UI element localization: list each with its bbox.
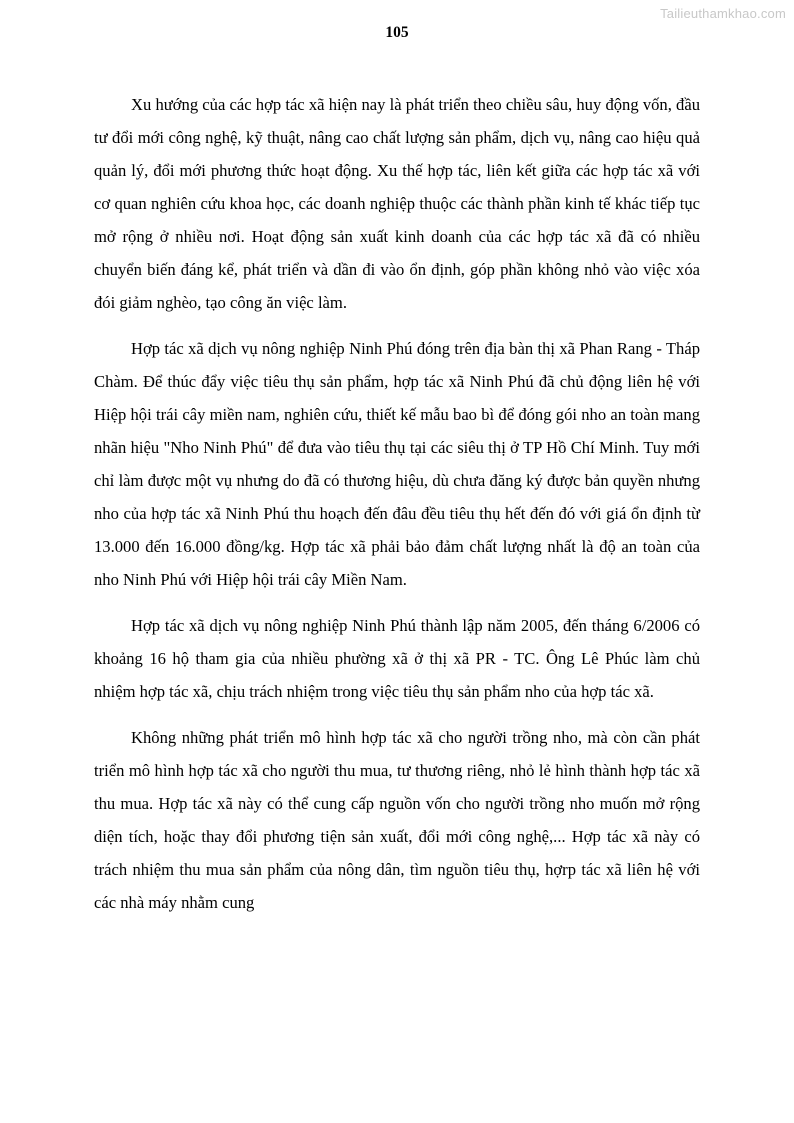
paragraph: Không những phát triển mô hình hợp tác xã cho người trồng nho, mà còn cần phát triển mô hình hợp tác xã cho người thu mua, tư thương riêng, nhỏ lẻ hình thành hợp tác xã thu mua. Hợp tác xã này có thể cung cấp nguồn vốn cho người trồng nho muốn mở rộng diện tích, hoặc thay đổi phương tiện sản xuất, đổi mới công nghệ,... Hợp tác xã này có trách nhiệm thu mua sản phẩm của nông dân, tìm nguồn tiêu thụ, hợrp tác xã liên hệ với các nhà máy nhằm cung [94, 728, 700, 912]
watermark-text: Tailieuthamkhao.com [660, 6, 786, 21]
paragraph: Hợp tác xã dịch vụ nông nghiệp Ninh Phú đóng trên địa bàn thị xã Phan Rang - Tháp Chàm. Để thúc đẩy việc tiêu thụ sản phẩm, hợp tác xã Ninh Phú đã chủ động liên hệ với Hiệp hội trái cây miền nam, nghiên cứu, thiết kế mẫu bao bì để đóng gói nho an toàn mang nhãn hiệu "Nho Ninh Phú" để đưa vào tiêu thụ tại các siêu thị ở TP Hồ Chí Minh. Tuy mới chỉ làm được một vụ nhưng do đã có thương hiệu, dù chưa đăng ký được bản quyền nhưng nho của hợp tác xã Ninh Phú thu hoạch đến đâu đều tiêu thụ hết đến đó với giá ổn định từ 13.000 đến 16.000 đồng/kg. Hợp tác xã phải bảo đảm chất lượng nhất là độ an toàn của nho Ninh Phú với Hiệp hội trái cây Miền Nam. [94, 339, 700, 589]
paragraph: Xu hướng của các hợp tác xã hiện nay là phát triển theo chiều sâu, huy động vốn, đầu tư đổi mới công nghệ, kỹ thuật, nâng cao chất lượng sản phẩm, dịch vụ, nâng cao hiệu quả quản lý, đổi mới phương thức hoạt động. Xu thế hợp tác, liên kết giữa các hợp tác xã với cơ quan nghiên cứu khoa học, các doanh nghiệp thuộc các thành phần kinh tế khác tiếp tục mở rộng ở nhiều nơi. Hoạt động sản xuất kinh doanh của các hợp tác xã đã có nhiều chuyển biến đáng kể, phát triển và dần đi vào ổn định, góp phần không nhỏ vào việc xóa đói giảm nghèo, tạo công ăn việc làm. [94, 95, 700, 312]
page-number: 105 [385, 24, 409, 41]
document-body [94, 88, 700, 932]
paragraph: Hợp tác xã dịch vụ nông nghiệp Ninh Phú thành lập năm 2005, đến tháng 6/2006 có khoảng 16 hộ tham gia của nhiều phường xã ở thị xã PR - TC. Ông Lê Phúc làm chủ nhiệm hợp tác xã, chịu trách nhiệm trong việc tiêu thụ sản phẩm nho của hợp tác xã. [94, 616, 700, 701]
